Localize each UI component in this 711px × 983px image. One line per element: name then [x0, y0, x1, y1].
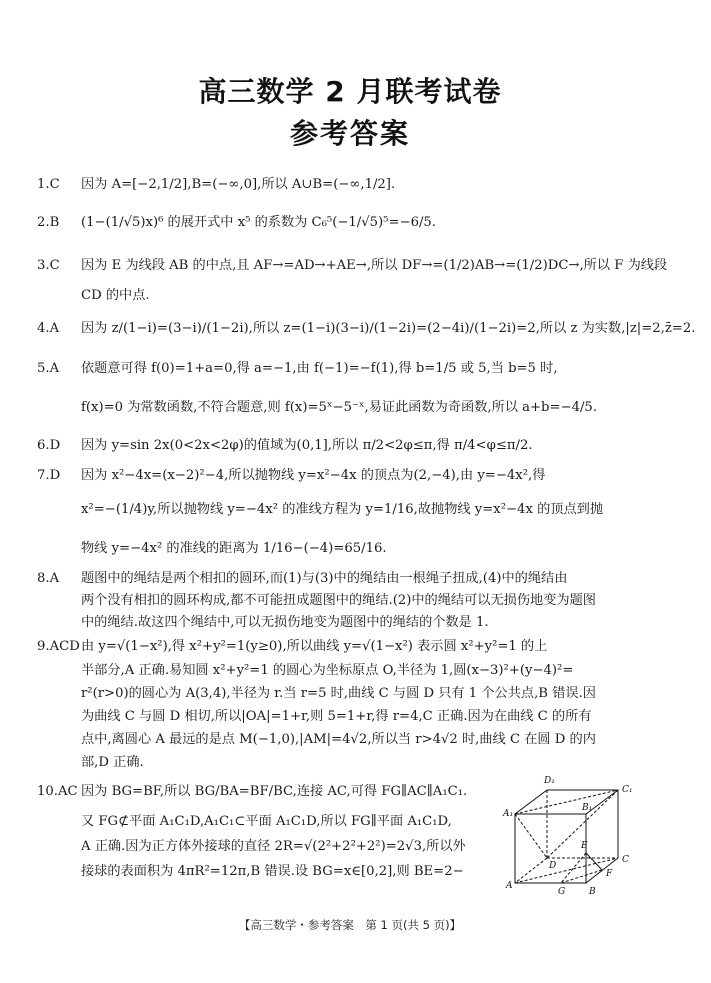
label-a1: A₁ [503, 809, 514, 819]
label-g: G [558, 887, 566, 897]
answer-7 [37, 467, 667, 485]
answer-7-line-2: x²=−(1/4)y,所以抛物线 y=−4x² 的准线方程为 y=1/16,故抛物线 y=x²−4x 的顶点到抛 [81, 502, 604, 517]
answer-text: 由 y=√(1−x²),得 x²+y²=1(y≥0),所以曲线 y=√(1−x²) 表示圆 x²+y²=1 的上 [81, 639, 548, 654]
page-title: 高三数学 2 月联考试卷 [198, 75, 502, 108]
label-c1: C₁ [622, 785, 633, 795]
answer-3 [37, 257, 667, 275]
label-b: B [589, 887, 596, 897]
answer-number: 5.A [37, 361, 60, 376]
answer-text: 因为 x²−4x=(x−2)²−4,所以抛物线 y=x²−4x 的顶点为(2,−4),由 y=−4x²,得 [81, 468, 546, 483]
answer-8-line-2: 两个没有相扣的圆环构成,都不可能扭成题图中的绳结.(2)中的绳结可以无损伤地变为题图 [81, 593, 596, 608]
label-d: D [549, 861, 557, 871]
label-e: E [581, 841, 588, 851]
cube-edges [515, 790, 618, 883]
answer-5-line-2: f(x)=0 为常数函数,不符合题意,则 f(x)=5ˣ−5⁻ˣ,易证此函数为奇函数,所以 a+b=−4/5. [81, 400, 598, 415]
answer-8-line-3: 中的绳结.故这四个绳结中,可以无损伤地变为题图中的绳结的个数是 1. [81, 615, 489, 630]
answer-9-line-4: 为曲线 C 与圆 D 相切,所以|OA|=1+r,则 5=1+r,得 r=4,C 正确.因为在曲线 C 的所有 [81, 709, 592, 724]
answer-9-line-5: 点中,离圆心 A 最远的是点 M(−1,0),|AM|=4√2,所以当 r>4√2 时,曲线 C 在圆 D 的内 [81, 732, 596, 747]
label-a: A [506, 881, 513, 891]
answer-9-line-6: 部,D 正确. [81, 755, 144, 770]
cube-figure [503, 770, 643, 897]
answer-number: 3.C [37, 258, 60, 273]
answer-10-line-2: 又 FG⊄平面 A₁C₁D,A₁C₁⊂平面 A₁C₁D,所以 FG∥平面 A₁C₁D, [81, 814, 452, 829]
label-f: F [606, 869, 613, 879]
label-d1: D₁ [544, 776, 555, 786]
answer-9 [37, 638, 667, 656]
page-subtitle: 参考答案 [289, 117, 410, 150]
answer-number: 2.B [37, 215, 60, 230]
answer-text: 题图中的绳结是两个相扣的圆环,而(1)与(3)中的绳结由一根绳子扭成,(4)中的绳结由 [81, 571, 568, 586]
answer-text: 依题意可得 f(0)=1+a=0,得 a=−1,由 f(−1)=−f(1),得 b=1/5 或 5,当 b=5 时, [81, 361, 558, 376]
answer-text: (1−(1/√5)x)⁶ 的展开式中 x⁵ 的系数为 C₆⁵(−1/√5)⁵=−6/5. [81, 215, 436, 230]
answer-number: 6.D [37, 438, 61, 453]
answer-text: 因为 BG=BF,所以 BG/BA=BF/BC,连接 AC,可得 FG∥AC∥A₁C₁. [81, 784, 468, 799]
page-footer: 【高三数学・参考答案 第 1 页(共 5 页)】 [238, 918, 462, 932]
answer-9-line-2: 半部分,A 正确.易知圆 x²+y²=1 的圆心为坐标原点 O,半径为 1,圆(x−3)²+(y−4)²= [81, 663, 574, 678]
answer-1 [37, 176, 667, 194]
line-gf [561, 870, 602, 883]
answer-3-line-2: CD 的中点. [81, 288, 150, 303]
answer-text: 因为 z/(1−i)=(3−i)/(1−2i),所以 z=(1−i)(3−i)/(1−2i)=(2−4i)/(1−2i)=2,所以 z 为实数,|z|=2,z̄=2. [81, 321, 696, 336]
answer-4 [37, 320, 696, 338]
answer-5 [37, 360, 667, 378]
answer-number: 4.A [37, 321, 60, 336]
answer-10-line-3: A 正确.因为正方体外接球的直径 2R=√(2²+2²+2²)=2√3,所以外 [81, 839, 466, 854]
answer-number: 9.ACD [37, 639, 80, 654]
label-b1: B₁ [582, 803, 593, 813]
answer-9-line-3: r²(r>0)的圆心为 A(3,4),半径为 r.当 r=5 时,曲线 C 与圆 D 只有 1 个公共点,B 错误.因 [81, 686, 596, 701]
answer-8 [37, 570, 667, 588]
answer-text: 因为 A=[−2,1/2],B=(−∞,0],所以 A∪B=(−∞,1/2]. [81, 177, 396, 192]
answer-6 [37, 437, 667, 455]
label-c: C [622, 855, 629, 865]
answer-2 [37, 214, 667, 232]
line-a1d [515, 814, 547, 858]
answer-text: 因为 y=sin 2x(0<2x<2φ)的值域为(0,1],所以 π/2<2φ≤π,得 π/4<φ≤π/2. [81, 438, 533, 453]
answer-number: 8.A [37, 571, 60, 586]
answer-10-line-4: 接球的表面积为 4πR²=12π,B 错误.设 BG=x∈[0,2],则 BE=2− [81, 864, 464, 879]
line-ef [586, 853, 602, 870]
front-face [515, 814, 586, 883]
answer-number: 1.C [37, 177, 60, 192]
answer-number: 10.AC [37, 784, 78, 799]
answer-text: 因为 E 为线段 AB 的中点,且 AF→=AD→+AE→,所以 DF→=(1/2)AB→=(1/2)DC→,所以 F 为线段 [81, 258, 668, 273]
answer-7-line-3: 物线 y=−4x² 的准线的距离为 1/16−(−4)=65/16. [81, 541, 387, 556]
answer-number: 7.D [37, 468, 61, 483]
